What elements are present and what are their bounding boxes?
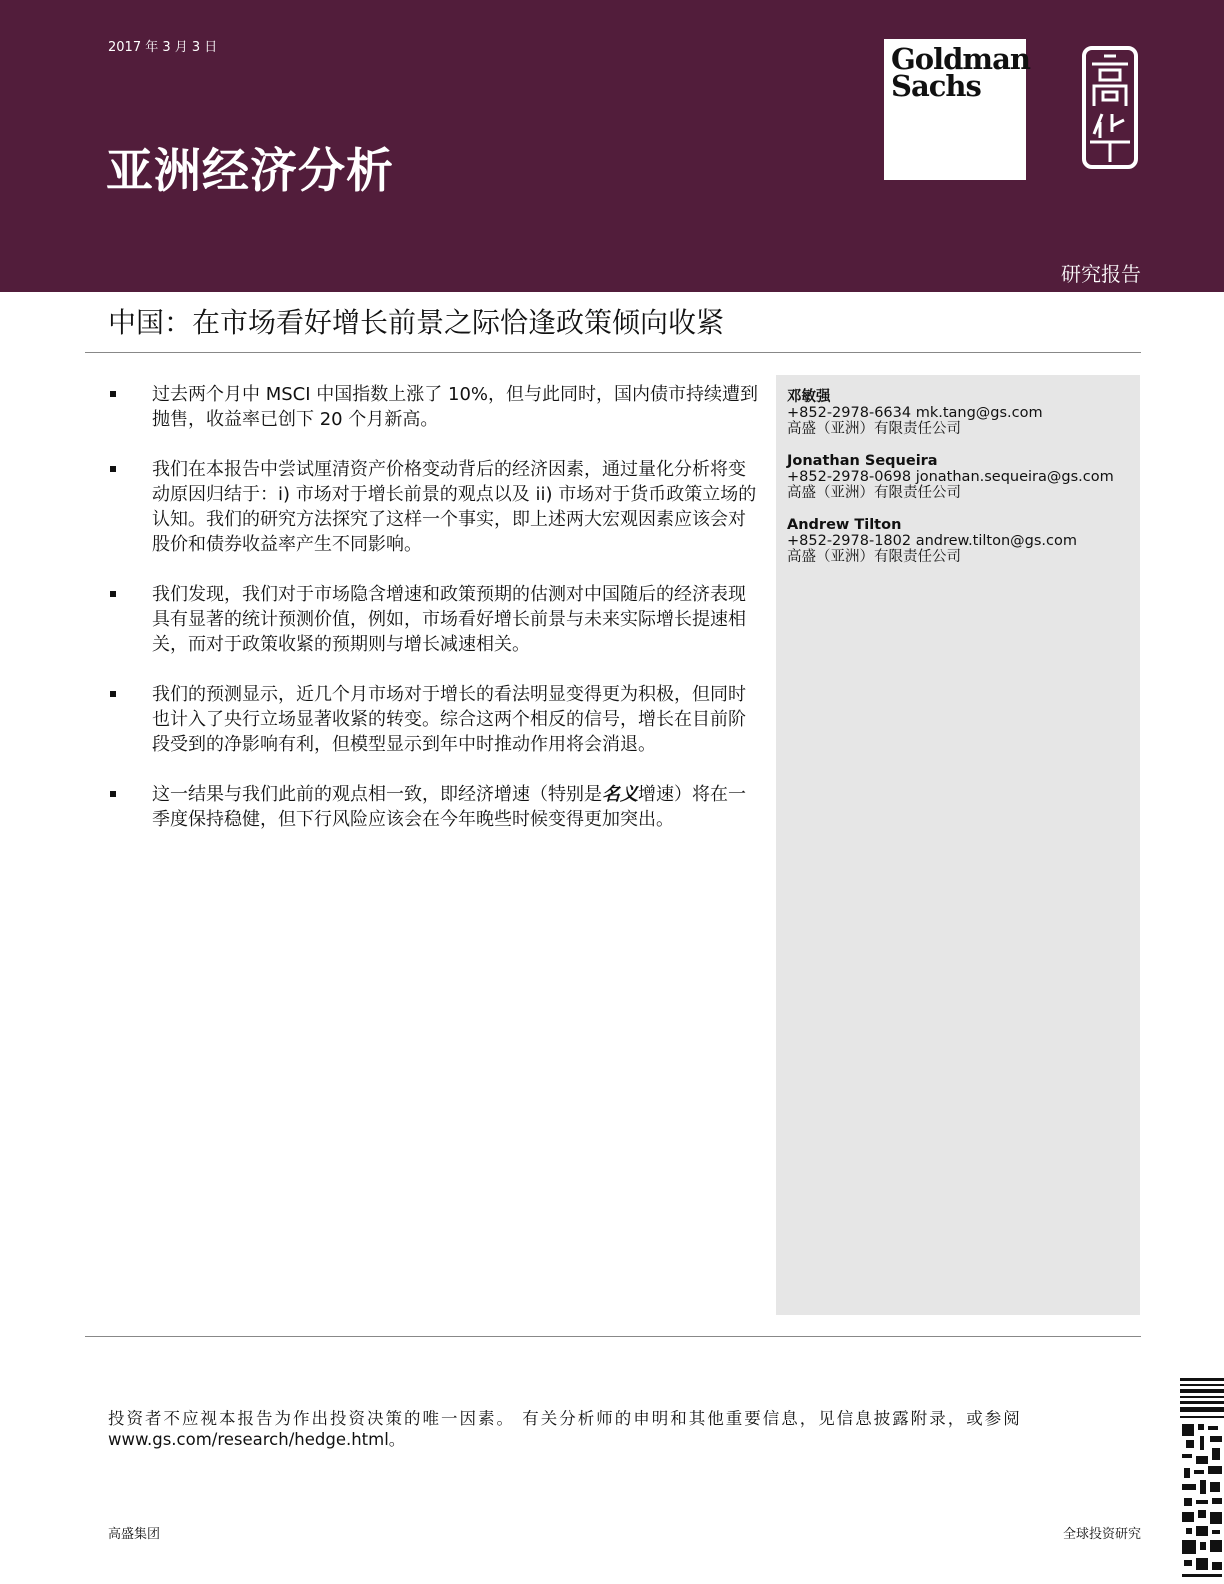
- bullet-square-icon: [110, 591, 116, 597]
- analyst-company: 高盛（亚洲）有限责任公司: [787, 549, 961, 565]
- analyst-phone-email: +852-2978-1802 andrew.tilton@gs.com: [787, 533, 1078, 549]
- footer-division: 全球投资研究: [1062, 1527, 1141, 1542]
- bullet-square-icon: [110, 466, 116, 472]
- logo-line-1: Goldman: [891, 42, 1030, 76]
- key-point-text: 过去两个月中 MSCI 中国指数上涨了 10%，但与此同时，国内债市持续遭到抛售，收益率已创下 20 个月新高。: [152, 384, 759, 430]
- key-point-text-before: 这一结果与我们此前的观点相一致，即经济增速（特别是: [152, 784, 602, 805]
- series-title: 亚洲经济分析: [106, 144, 394, 199]
- report-date: 2017 年 3 月 3 日: [108, 40, 218, 55]
- analyst-contact: [787, 453, 1114, 501]
- qr-code-icon: [1180, 1378, 1224, 1584]
- key-point-text-after: 增速）将在一季度保持稳健，但下行风险应该会在今年晚些时候变得更加突出。: [152, 784, 746, 830]
- key-point: [108, 682, 758, 757]
- analyst-name: 邓敏强: [787, 389, 831, 405]
- disclaimer-link[interactable]: www.gs.com/research/hedge.html。: [108, 1430, 406, 1449]
- key-point: [108, 782, 758, 832]
- key-point-text: 我们在本报告中尝试厘清资产价格变动背后的经济因素，通过量化分析将变动原因归结于：i) 市场对于增长前景的观点以及 ii) 市场对于货币政策立场的认知。我们的研究方法探究了这样一个事实，即上述两大宏观因素应该会对股价和债券收益率产生不同影响。: [152, 459, 757, 555]
- analyst-name: Andrew Tilton: [787, 517, 902, 533]
- bullet-square-icon: [110, 791, 116, 797]
- report-type-label: 研究报告: [1061, 262, 1141, 286]
- gaohua-seal-logo: [1080, 44, 1140, 171]
- bullet-square-icon: [110, 391, 116, 397]
- analyst-name: Jonathan Sequeira: [787, 453, 938, 469]
- bullet-square-icon: [110, 691, 116, 697]
- key-point-emphasis: 名义: [602, 784, 638, 805]
- analyst-phone-email: +852-2978-0698 jonathan.sequeira@gs.com: [787, 469, 1114, 485]
- key-point: [108, 382, 758, 432]
- analyst-contact: [787, 517, 1077, 565]
- analyst-sidebar: [776, 375, 1140, 1315]
- key-point-text: 我们发现，我们对于市场隐含增速和政策预期的估测对中国随后的经济表现具有显著的统计预测价值，例如，市场看好增长前景与未来实际增长提速相关，而对于政策收紧的预期则与增长减速相关。: [152, 584, 746, 655]
- analyst-company: 高盛（亚洲）有限责任公司: [787, 421, 961, 437]
- key-point-text: 我们的预测显示，近几个月市场对于增长的看法明显变得更为积极，但同时也计入了央行立场显著收紧的转变。综合这两个相反的信号，增长在目前阶段受到的净影响有利，但模型显示到年中时推动作用将会消退。: [152, 684, 746, 755]
- key-point: [108, 582, 758, 657]
- analyst-contact: [787, 389, 1043, 437]
- logo-line-2: Sachs: [891, 69, 981, 103]
- goldman-sachs-logo: [884, 39, 1030, 180]
- header-banner: [0, 0, 1224, 292]
- disclaimer: [108, 1408, 1143, 1450]
- report-headline: 中国：在市场看好增长前景之际恰逢政策倾向收紧: [108, 306, 725, 339]
- analyst-company: 高盛（亚洲）有限责任公司: [787, 485, 961, 501]
- footer-company: 高盛集团: [108, 1527, 161, 1542]
- divider-top: [85, 352, 1141, 353]
- analyst-phone-email: +852-2978-6634 mk.tang@gs.com: [787, 405, 1043, 421]
- key-point: [108, 457, 758, 557]
- divider-bottom: [85, 1336, 1141, 1337]
- disclaimer-line: 投资者不应视本报告为作出投资决策的唯一因素。 有关分析师的申明和其他重要信息，见信息披露附录，或参阅: [108, 1409, 1022, 1428]
- key-points-list: [108, 382, 758, 857]
